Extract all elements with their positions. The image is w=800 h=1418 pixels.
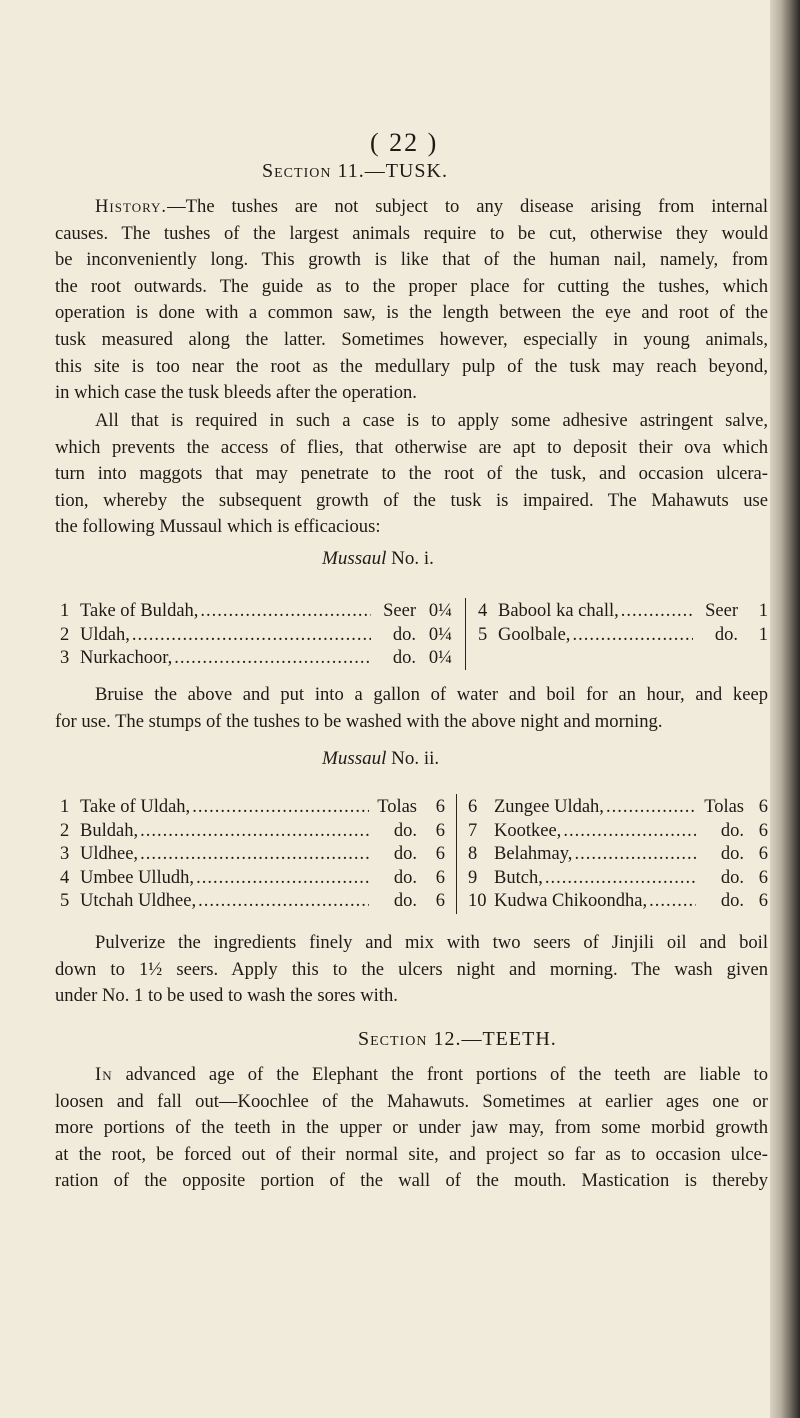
para-line: in which case the tusk bleeds after the operation. xyxy=(55,382,417,404)
teeth-lead: In xyxy=(95,1064,113,1085)
para-line: turn into maggots that may penetrate to the root of the tusk, and occasion ulcera- xyxy=(55,463,768,485)
mussaul-1-instructions xyxy=(55,682,768,735)
mussaul-1-title: Mussaul No. i. xyxy=(322,548,434,569)
section-12-heading xyxy=(358,1028,557,1051)
para-line: In advanced age of the Elephant the front portions of the teeth are liable to xyxy=(95,1064,768,1085)
para-line: operation is done with a common saw, is the length between the eye and root of the xyxy=(55,302,768,324)
para-line: the following Mussaul which is efficacious: xyxy=(55,516,381,538)
ingredient-row: 1 Take of Uldah, ..... Tolas 6 xyxy=(60,796,445,820)
mussaul-2-left-list xyxy=(60,796,445,914)
teeth-paragraph xyxy=(55,1062,768,1195)
mussaul-1-left-list xyxy=(60,600,452,671)
history-lead: History. xyxy=(95,196,168,217)
salve-paragraph xyxy=(55,408,768,541)
section-title: 11.—TUSK. xyxy=(337,160,448,182)
para-line: down to 1½ seers. Apply this to the ulcers night and morning. The wash given xyxy=(55,958,768,980)
mussaul-2-right-list xyxy=(468,796,768,914)
book-spine-edge xyxy=(770,0,800,1418)
ingredient-row: 9 Butch, ..... do. 6 xyxy=(468,867,768,891)
section-11-heading xyxy=(262,160,448,183)
ingredient-row: 2 Uldah, ..... do. 0¼ xyxy=(60,624,452,648)
page-number: ( 22 ) xyxy=(370,128,439,157)
para-line: History.—The tushes are not subject to any disease arising from internal xyxy=(95,196,768,217)
para-line: Pulverize the ingredients finely and mix with two seers of Jinjili oil and boil xyxy=(95,932,768,953)
column-divider xyxy=(456,794,457,914)
ingredient-row: 7 Kootkee, ..... do. 6 xyxy=(468,820,768,844)
para-line: Bruise the above and put into a gallon of water and boil for an hour, and keep xyxy=(95,684,768,705)
para-line: tion, whereby the subsequent growth of the tusk is impaired. The Mahawuts use xyxy=(55,489,768,511)
mussaul-1-right-list xyxy=(478,600,768,647)
para-line: under No. 1 to be used to wash the sores with. xyxy=(55,985,398,1007)
para-line: ration of the opposite portion of the wall of the mouth. Mastication is thereby xyxy=(55,1170,768,1192)
para-line: more portions of the teeth in the upper or under jaw may, from some morbid growth xyxy=(55,1117,768,1139)
ingredient-row: 6 Zungee Uldah, ..... Tolas 6 xyxy=(468,796,768,820)
mussaul-2-title: Mussaul No. ii. xyxy=(322,748,440,769)
ingredient-row: 4 Babool ka chall, ..... Seer 1 xyxy=(478,600,768,624)
para-line: tusk measured along the latter. Sometimes however, especially in young animals, xyxy=(55,328,768,350)
para-line: at the root, be forced out of their normal site, and project so far as to occasion ulce- xyxy=(55,1143,768,1165)
mussaul-2-instructions xyxy=(55,930,768,1010)
para-line: loosen and fall out—Koochlee of the Mahawuts. Sometimes at earlier ages one or xyxy=(55,1090,768,1112)
ingredient-row: 5 Utchah Uldhee, ..... do. 6 xyxy=(60,890,445,914)
column-divider xyxy=(465,598,466,670)
section-title: 12.—TEETH. xyxy=(433,1028,557,1050)
para-line: which prevents the access of flies, that otherwise are apt to deposit their ova which xyxy=(55,436,768,458)
para-line: All that is required in such a case is to apply some adhesive astringent salve, xyxy=(95,410,768,431)
ingredient-row: 8 Belahmay, ..... do. 6 xyxy=(468,843,768,867)
para-line: be inconveniently long. This growth is like that of the human nail, namely, from xyxy=(55,249,768,271)
ingredient-row: 1 Take of Buldah, ..... Seer 0¼ xyxy=(60,600,452,624)
para-line: this site is too near the root as the medullary pulp of the tusk may reach beyond, xyxy=(55,355,768,377)
ingredient-row: 4 Umbee Ulludh, ..... do. 6 xyxy=(60,867,445,891)
para-line: the root outwards. The guide as to the proper place for cutting the tushes, which xyxy=(55,275,768,297)
ingredient-row: 10 Kudwa Chikoondha, ..... do. 6 xyxy=(468,890,768,914)
ingredient-row: 2 Buldah, ..... do. 6 xyxy=(60,820,445,844)
para-line: for use. The stumps of the tushes to be washed with the above night and morning. xyxy=(55,710,663,732)
ingredient-row: 3 Nurkachoor, ..... do. 0¼ xyxy=(60,647,452,671)
ingredient-row: 5 Goolbale, ..... do. 1 xyxy=(478,624,768,648)
history-paragraph xyxy=(55,194,768,407)
section-label: Section xyxy=(262,160,332,182)
para-line: causes. The tushes of the largest animals require to be cut, otherwise they would xyxy=(55,222,768,244)
ingredient-row: 3 Uldhee, ..... do. 6 xyxy=(60,843,445,867)
section-label: Section xyxy=(358,1028,428,1050)
